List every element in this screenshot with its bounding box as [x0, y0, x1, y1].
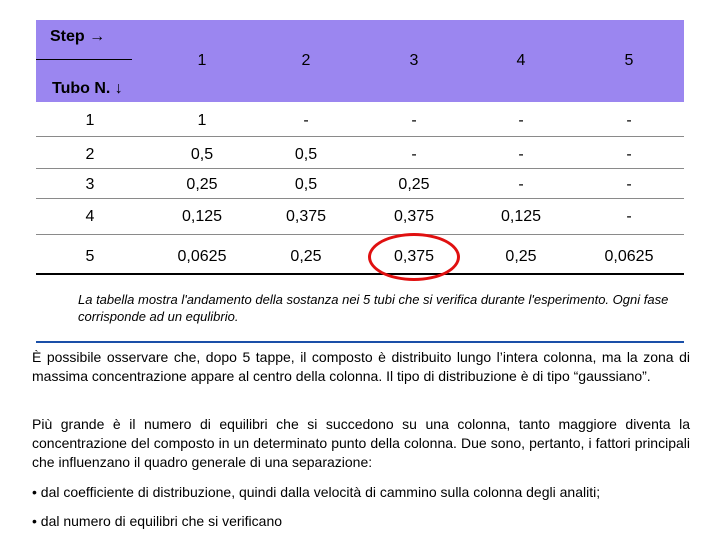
table-cell: 0,25 — [290, 248, 322, 265]
table-cell: - — [518, 176, 524, 193]
column-header-3: 3 — [409, 52, 419, 69]
paragraph-equilibria: Più grande è il numero di equilibri che si succedono su una colonna, tanto maggiore diventa la concentrazione del composto in un determinato punto della colonna. Due sono, pertanto, i fattori principali che influenzano il quadro generale di una separazione: — [32, 416, 690, 470]
column-header-5: 5 — [624, 52, 634, 69]
bullet-equilibria: • dal numero di equilibri che si verificano — [32, 513, 283, 529]
table-caption: La tabella mostra l'andamento della sostanza nei 5 tubi che si verifica durante l'esperimento. Ogni fase corrisponde ad un equlibrio. — [78, 292, 669, 324]
table-bottom-border — [36, 273, 684, 275]
tubo-label: Tubo N. ↓ — [52, 80, 123, 97]
row-label-3: 3 — [85, 176, 95, 193]
table-cell: - — [626, 146, 632, 163]
table-cell: - — [626, 208, 632, 225]
table-cell: 0,5 — [294, 146, 318, 163]
table-cell: 0,125 — [500, 208, 542, 225]
row-label-1: 1 — [85, 112, 95, 129]
bullet-coefficient: • dal coefficiente di distribuzione, quindi dalla velocità di cammino sulla colonna degli analiti; — [32, 484, 601, 500]
row-label-2: 2 — [85, 146, 95, 163]
header-divider — [36, 59, 132, 60]
table-cell: - — [626, 112, 632, 129]
row-label-5: 5 — [85, 248, 95, 265]
table-cell: 0,0625 — [177, 248, 227, 265]
table-cell: 0,25 — [505, 248, 537, 265]
table-cell: 0,0625 — [604, 248, 654, 265]
table-cell: - — [518, 146, 524, 163]
table-cell: - — [518, 112, 524, 129]
table-cell: 0,375 — [285, 208, 327, 225]
highlight-circle — [368, 233, 460, 281]
table-cell: 1 — [197, 112, 207, 129]
table-cell: - — [626, 176, 632, 193]
table-cell: 0,5 — [294, 176, 318, 193]
column-header-4: 4 — [516, 52, 526, 69]
table-header-band — [36, 20, 684, 102]
table-cell: - — [411, 146, 417, 163]
table-cell: 0,375 — [393, 248, 435, 265]
table-cell: 0,125 — [181, 208, 223, 225]
row-label-4: 4 — [85, 208, 95, 225]
table-cell: 0,25 — [398, 176, 430, 193]
column-header-1: 1 — [197, 52, 207, 69]
table-cell: 0,5 — [190, 146, 214, 163]
paragraph-distribution: È possibile osservare che, dopo 5 tappe, il composto è distribuito lungo l’intera colonna, ma la zona di massima concentrazione appare al centro della colonna. Il tipo di distribuzione è di tipo “gaussiano”. — [32, 349, 690, 384]
section-divider — [36, 341, 684, 343]
row-divider — [36, 136, 684, 137]
table-cell: 0,25 — [186, 176, 218, 193]
table-cell: - — [411, 112, 417, 129]
row-divider — [36, 168, 684, 169]
column-header-2: 2 — [301, 52, 311, 69]
row-divider — [36, 198, 684, 199]
step-label: Step → — [50, 28, 106, 45]
table-cell: 0,375 — [393, 208, 435, 225]
table-cell: - — [303, 112, 309, 129]
row-divider — [36, 234, 684, 235]
